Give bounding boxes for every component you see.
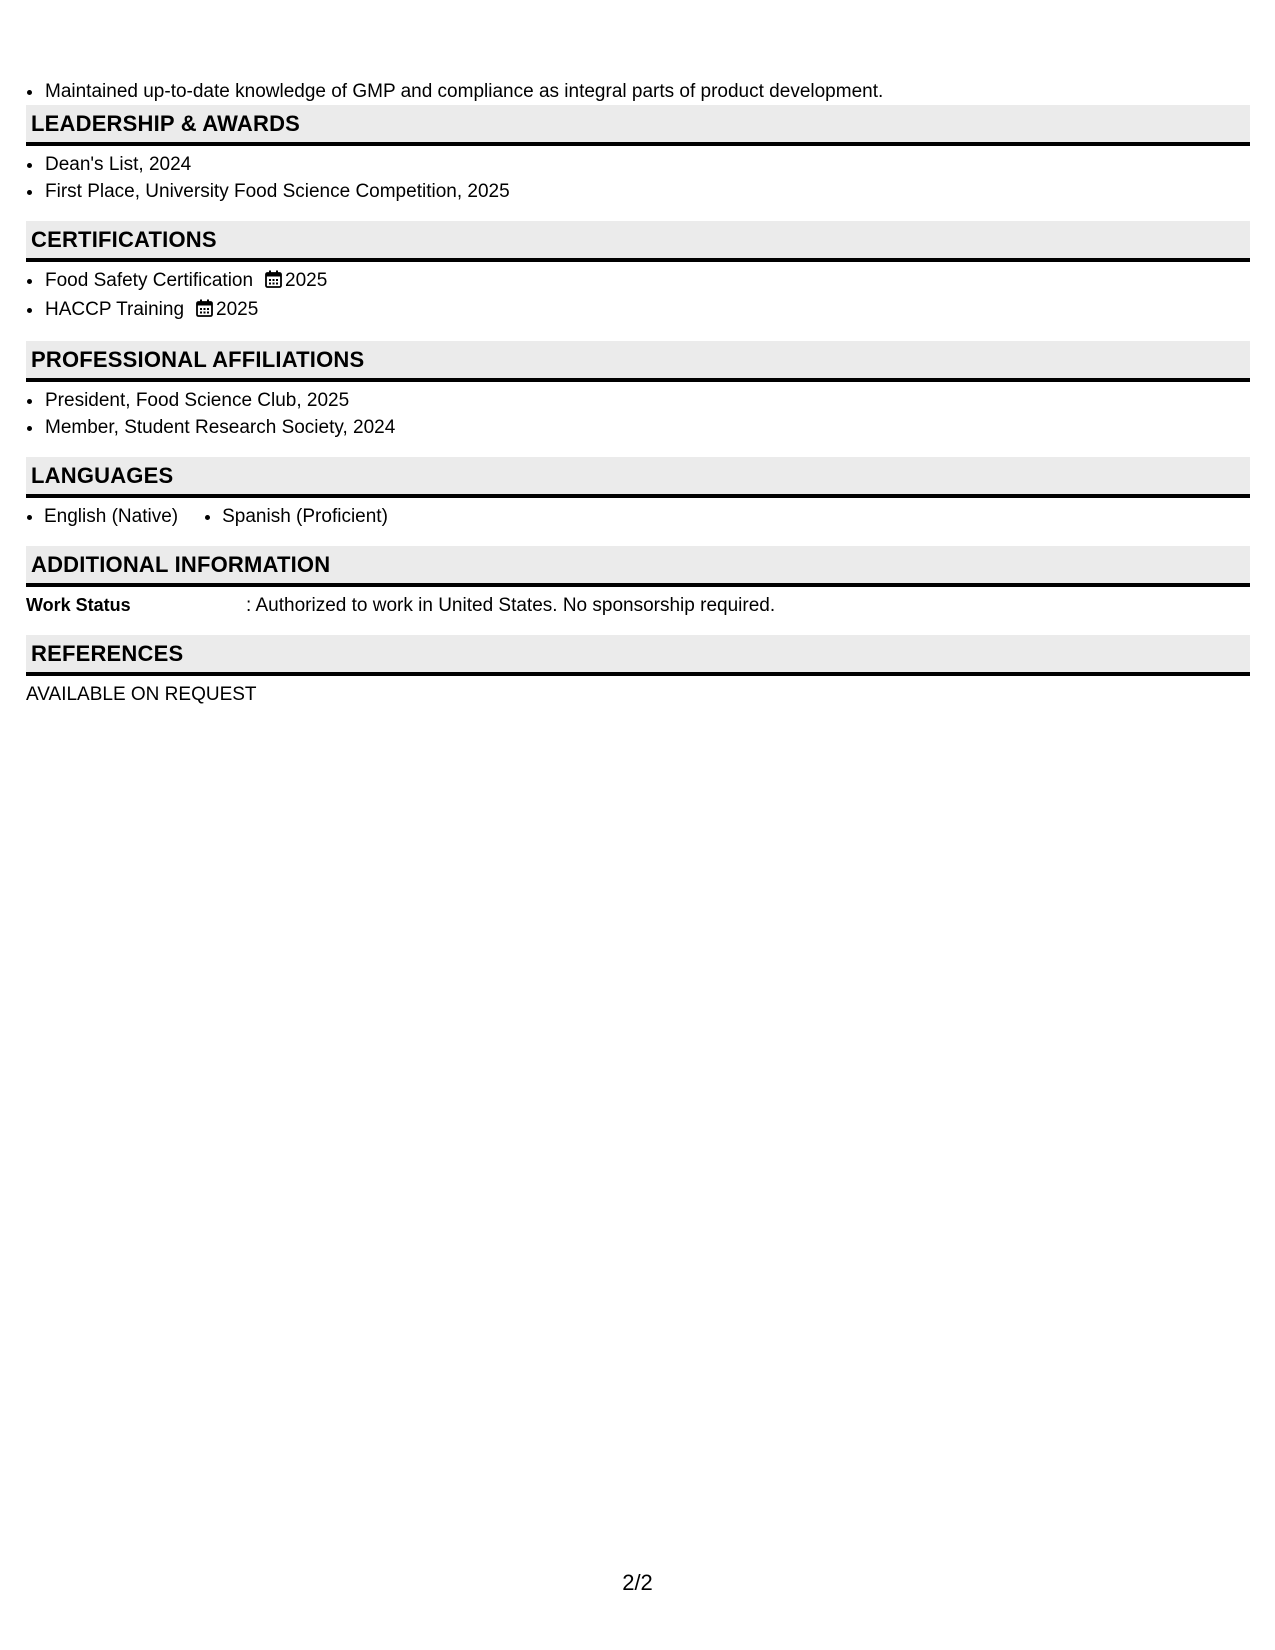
- affiliations-list: [26, 387, 1250, 441]
- certification-name: HACCP Training: [45, 299, 185, 320]
- references-text: AVAILABLE ON REQUEST: [26, 684, 257, 705]
- languages-list: [26, 503, 1250, 530]
- list-item: [44, 267, 1250, 296]
- calendar-icon: [265, 269, 282, 296]
- list-item: • English (Native): [44, 503, 178, 530]
- list-item: • Maintained up-to-date knowledge of GMP and compliance as integral parts of product development.: [44, 78, 1250, 105]
- list-item: • President, Food Science Club, 2025: [44, 387, 1250, 414]
- list-item: • Dean's List, 2024: [44, 151, 1250, 178]
- work-status-label: Work Status: [26, 595, 131, 615]
- section-header-references: REFERENCES: [26, 635, 1250, 676]
- certifications-list: [26, 267, 1250, 325]
- work-status-row: [26, 592, 1250, 619]
- certification-year: 2025: [285, 270, 328, 291]
- section-header-certifications: CERTIFICATIONS: [26, 221, 1250, 262]
- list-item: • First Place, University Food Science Competition, 2025: [44, 178, 1250, 205]
- experience-continued-list: [26, 78, 1250, 105]
- certification-year: 2025: [216, 299, 259, 320]
- page-number: 2/2: [622, 1570, 653, 1595]
- list-item: • Member, Student Research Society, 2024: [44, 414, 1250, 441]
- calendar-icon: [196, 298, 213, 325]
- section-header-additional-info: ADDITIONAL INFORMATION: [26, 546, 1250, 587]
- list-item: • Spanish (Proficient): [222, 503, 388, 530]
- list-item: [44, 296, 1250, 325]
- certification-name: Food Safety Certification: [45, 270, 254, 291]
- work-status-value: : Authorized to work in United States. No sponsorship required.: [246, 595, 776, 616]
- resume-page: [26, 78, 1250, 708]
- section-header-leadership: LEADERSHIP & AWARDS: [26, 105, 1250, 146]
- section-header-languages: LANGUAGES: [26, 457, 1250, 498]
- section-header-affiliations: PROFESSIONAL AFFILIATIONS: [26, 341, 1250, 382]
- leadership-list: [26, 151, 1250, 205]
